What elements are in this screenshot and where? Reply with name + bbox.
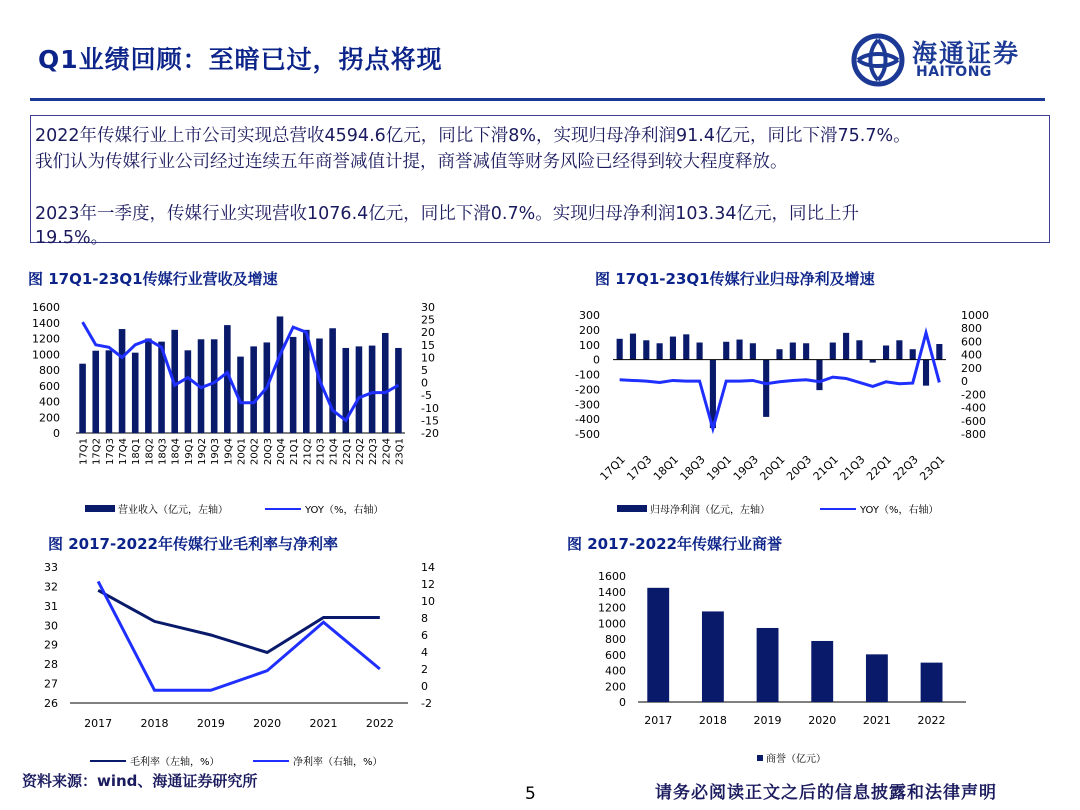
revenue-right-axis-tick: 20	[421, 326, 435, 340]
margin-x-tick: 2022	[365, 717, 394, 730]
margin-x-tick: 2018	[140, 717, 169, 730]
revenue-right-axis-tick: 30	[421, 301, 435, 314]
revenue-x-tick: 20Q2	[249, 438, 261, 465]
revenue-left-axis-tick: 1000	[32, 348, 60, 362]
revenue-x-tick: 19Q3	[210, 438, 222, 465]
revenue-left-axis-tick: 1600	[32, 301, 60, 314]
revenue-chart-title: 图 17Q1-23Q1传媒行业营收及增速	[28, 270, 278, 288]
goodwill-x-tick: 2017	[644, 714, 673, 727]
profit-right-axis-tick: -600	[961, 414, 986, 428]
profit-x-tick: 23Q1	[917, 452, 948, 484]
profit-bar	[856, 340, 862, 359]
summary-line-2: 我们认为传媒行业公司经过连续五年商誉减值计提，商誉减值等财务风险已经得到较大程度释放。	[35, 152, 788, 172]
revenue-right-axis-tick: -20	[421, 427, 439, 440]
margin-left-axis-tick: 31	[44, 599, 58, 613]
revenue-x-tick: 18Q1	[131, 438, 143, 465]
revenue-right-axis-tick: -15	[421, 414, 439, 428]
profit-left-axis-tick: -100	[575, 368, 600, 382]
profit-x-tick: 18Q3	[677, 452, 708, 484]
profit-bar	[936, 344, 942, 360]
revenue-bar	[382, 333, 389, 433]
goodwill-y-axis-tick: 600	[605, 648, 626, 662]
goodwill-x-tick: 2021	[862, 714, 891, 727]
revenue-left-axis-tick: 0	[53, 427, 60, 440]
margin-right-axis-tick: 14	[421, 561, 435, 574]
revenue-x-tick: 19Q2	[197, 438, 209, 465]
revenue-bar	[79, 364, 86, 433]
revenue-bar	[356, 346, 363, 433]
goodwill-x-tick: 2020	[808, 714, 837, 727]
goodwill-y-axis-tick: 200	[605, 680, 626, 694]
margin-legend-net-label: 净利率（右轴，%）	[293, 757, 383, 768]
profit-left-axis-tick: -500	[575, 428, 600, 441]
profit-right-axis-tick: 200	[961, 361, 982, 375]
net-margin-line	[98, 581, 380, 690]
profit-left-axis-tick: -300	[575, 398, 600, 412]
revenue-right-axis-tick: -10	[421, 401, 439, 415]
profit-x-tick: 21Q1	[810, 452, 841, 484]
page-number: 5	[525, 784, 536, 804]
goodwill-bar	[811, 641, 833, 702]
margin-x-tick: 2019	[196, 717, 225, 730]
goodwill-legend-swatch	[757, 755, 763, 761]
goodwill-x-tick: 2019	[753, 714, 782, 727]
profit-x-tick: 18Q1	[650, 452, 682, 484]
revenue-x-tick: 17Q2	[91, 438, 103, 465]
goodwill-bar	[757, 628, 779, 702]
revenue-left-axis-tick: 800	[39, 364, 60, 377]
summary-line-4: 19.5%。	[35, 228, 109, 248]
revenue-x-tick: 22Q2	[354, 438, 366, 465]
profit-bar	[643, 340, 649, 359]
profit-left-axis-tick: 100	[579, 338, 600, 352]
revenue-x-tick: 20Q3	[262, 438, 274, 465]
profit-bar	[630, 334, 636, 360]
logo-english-name: HAITONG	[916, 64, 992, 80]
goodwill-y-axis-tick: 400	[605, 664, 626, 678]
revenue-x-tick: 20Q1	[236, 438, 248, 465]
margin-x-tick: 2020	[253, 717, 282, 730]
profit-x-tick: 19Q3	[730, 452, 761, 484]
revenue-x-tick: 23Q1	[394, 438, 406, 465]
goodwill-y-axis-tick: 1600	[598, 570, 626, 583]
profit-x-tick: 20Q3	[784, 452, 815, 484]
revenue-bar	[145, 339, 152, 434]
profit-x-tick: 21Q3	[837, 452, 868, 484]
revenue-bar	[92, 351, 99, 433]
profit-left-axis-tick: 0	[593, 353, 600, 367]
revenue-right-axis-tick: 25	[421, 313, 435, 327]
profit-bar	[776, 349, 782, 359]
margin-chart-title: 图 2017-2022年传媒行业毛利率与净利率	[48, 535, 338, 553]
revenue-x-tick: 22Q3	[368, 438, 380, 465]
margin-right-axis-tick: 0	[421, 680, 428, 693]
revenue-x-tick: 20Q4	[275, 438, 287, 465]
revenue-x-tick: 17Q4	[118, 438, 130, 465]
revenue-x-tick: 18Q3	[157, 438, 169, 465]
goodwill-bar	[647, 588, 669, 702]
profit-yoy-line	[620, 333, 940, 429]
margin-left-axis-tick: 27	[44, 677, 58, 691]
profit-bar	[763, 360, 769, 417]
revenue-right-axis-tick: -5	[421, 389, 432, 403]
revenue-bar	[250, 346, 257, 433]
profit-x-tick: 22Q1	[864, 452, 895, 484]
revenue-x-tick: 18Q2	[144, 438, 156, 465]
profit-x-tick: 22Q3	[890, 452, 921, 484]
profit-bar	[803, 343, 809, 359]
summary-line-3: 2023年一季度，传媒行业实现营收1076.4亿元，同比下滑0.7%。实现归母净利润103.34亿元，同比上升	[35, 204, 859, 224]
margin-right-axis-tick: -2	[421, 697, 432, 710]
profit-bar	[657, 343, 663, 359]
revenue-x-tick: 21Q1	[289, 438, 301, 465]
revenue-x-tick: 21Q2	[302, 438, 314, 465]
profit-left-axis-tick: 200	[579, 323, 600, 337]
profit-legend-profit-label: 归母净利润（亿元，左轴）	[650, 505, 770, 516]
profit-bar	[736, 340, 742, 360]
revenue-x-tick: 17Q3	[104, 438, 116, 465]
profit-legend-yoy-label: YOY（%，右轴）	[860, 505, 939, 516]
margin-right-axis-tick: 2	[421, 663, 428, 676]
profit-bar	[816, 360, 822, 390]
revenue-x-tick: 22Q1	[341, 438, 353, 465]
goodwill-x-tick: 2018	[698, 714, 727, 727]
profit-bar	[883, 345, 889, 359]
goodwill-bar	[866, 654, 888, 702]
profit-right-axis-tick: -800	[961, 428, 986, 441]
profit-right-axis-tick: 800	[961, 322, 982, 336]
profit-bar	[750, 343, 756, 359]
profit-bar	[923, 360, 929, 386]
revenue-right-axis-tick: 0	[421, 376, 428, 390]
profit-bar	[670, 337, 676, 360]
profit-bar	[910, 349, 916, 359]
revenue-bar	[290, 337, 297, 433]
revenue-left-axis-tick: 200	[39, 411, 60, 425]
profit-right-axis-tick: 400	[961, 348, 982, 362]
margin-left-axis-tick: 29	[44, 638, 58, 652]
profit-right-axis-tick: 600	[961, 335, 982, 349]
margin-x-tick: 2017	[84, 717, 113, 730]
profit-chart-title: 图 17Q1-23Q1传媒行业归母净利及增速	[595, 270, 875, 288]
revenue-x-tick: 21Q4	[328, 438, 340, 465]
logo-chinese-name: 海通证券	[912, 39, 1021, 68]
revenue-right-axis-tick: 15	[421, 338, 435, 352]
page-title: Q1业绩回顾：至暗已过，拐点将现	[38, 45, 443, 74]
revenue-right-axis-tick: 5	[421, 364, 428, 377]
profit-bar	[830, 343, 836, 360]
profit-bar	[683, 334, 689, 359]
profit-bar	[896, 340, 902, 359]
margin-left-axis-tick: 30	[44, 619, 58, 633]
gross-margin-line	[98, 590, 380, 652]
revenue-left-axis-tick: 1400	[32, 316, 60, 330]
margin-legend-gross-label: 毛利率（左轴，%）	[130, 757, 220, 768]
revenue-left-axis-tick: 1200	[32, 332, 60, 346]
profit-bar	[843, 333, 849, 360]
goodwill-chart-title: 图 2017-2022年传媒行业商誉	[567, 535, 782, 553]
revenue-x-tick: 17Q1	[78, 438, 90, 465]
goodwill-x-tick: 2022	[917, 714, 946, 727]
goodwill-legend-label: 商誉（亿元）	[766, 754, 826, 765]
revenue-x-tick: 19Q1	[183, 438, 195, 465]
profit-right-axis-tick: -200	[961, 388, 986, 402]
profit-x-tick: 17Q3	[624, 452, 655, 484]
margin-right-axis-tick: 4	[421, 646, 428, 659]
profit-bar	[723, 342, 729, 360]
margin-right-axis-tick: 10	[421, 595, 435, 608]
profit-bar	[697, 343, 703, 360]
revenue-left-axis-tick: 600	[39, 379, 60, 393]
margin-right-axis-tick: 8	[421, 612, 428, 625]
margin-x-tick: 2021	[309, 717, 338, 730]
profit-left-axis-tick: -400	[575, 413, 600, 427]
revenue-bar	[277, 316, 284, 433]
profit-bar	[617, 339, 623, 360]
margin-right-axis-tick: 6	[421, 629, 428, 642]
revenue-bar	[329, 328, 336, 433]
revenue-legend-revenue-label: 营业收入（亿元，左轴）	[118, 505, 228, 516]
revenue-legend-revenue-swatch	[85, 505, 115, 512]
goodwill-y-axis-tick: 1200	[598, 601, 626, 615]
profit-right-axis-tick: 1000	[961, 309, 989, 322]
revenue-bar	[119, 329, 126, 433]
goodwill-y-axis-tick: 1000	[598, 617, 626, 631]
profit-x-tick: 20Q1	[757, 452, 788, 484]
profit-bar	[790, 343, 796, 360]
goodwill-y-axis-tick: 1400	[598, 585, 626, 599]
revenue-right-axis-tick: 10	[421, 351, 435, 365]
profit-left-axis-tick: -200	[575, 383, 600, 397]
revenue-x-tick: 21Q3	[315, 438, 327, 465]
revenue-bar	[185, 350, 192, 433]
revenue-bar	[132, 353, 139, 433]
source-note: 资料来源：wind、海通证券研究所	[22, 772, 258, 790]
profit-right-axis-tick: 0	[961, 375, 968, 389]
revenue-bar	[369, 346, 376, 433]
profit-right-axis-tick: -400	[961, 401, 986, 415]
profit-left-axis-tick: 300	[579, 309, 600, 322]
margin-left-axis-tick: 28	[44, 658, 58, 672]
revenue-bar	[211, 339, 218, 433]
goodwill-y-axis-tick: 800	[605, 633, 626, 646]
goodwill-bar	[702, 611, 724, 702]
profit-x-tick: 19Q1	[704, 452, 735, 484]
margin-left-axis-tick: 26	[44, 697, 58, 710]
revenue-legend-yoy-label: YOY（%，右轴）	[305, 505, 384, 516]
margin-left-axis-tick: 33	[44, 561, 58, 574]
profit-legend-profit-swatch	[617, 505, 647, 512]
revenue-bar	[106, 350, 113, 433]
profit-x-tick: 17Q1	[597, 452, 628, 484]
disclaimer: 请务必阅读正文之后的信息披露和法律声明	[655, 783, 997, 803]
margin-left-axis-tick: 32	[44, 580, 58, 594]
revenue-x-tick: 18Q4	[170, 438, 182, 465]
margin-right-axis-tick: 12	[421, 578, 435, 591]
goodwill-y-axis-tick: 0	[619, 696, 626, 709]
revenue-x-tick: 19Q4	[223, 438, 235, 465]
revenue-bar	[395, 348, 402, 433]
revenue-left-axis-tick: 400	[39, 395, 60, 409]
revenue-x-tick: 22Q4	[381, 438, 393, 465]
summary-line-1: 2022年传媒行业上市公司实现总营收4594.6亿元，同比下滑8%，实现归母净利润91.4亿元，同比下滑75.7%。	[35, 126, 911, 146]
goodwill-bar	[921, 663, 943, 702]
